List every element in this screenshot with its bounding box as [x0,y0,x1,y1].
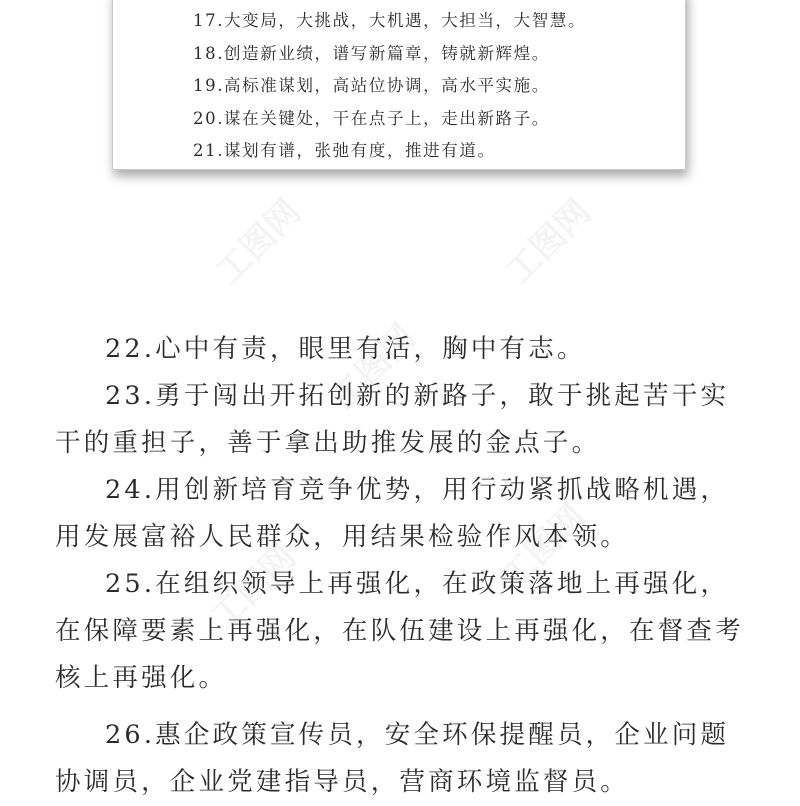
excerpt-card [112,0,686,170]
card-item-18: 18.创造新业绩，谱写新篇章，铸就新辉煌。 [193,43,550,63]
watermark-1 [203,186,310,293]
body-text [55,326,755,806]
paragraph-22: 22.心中有责，眼里有活，胸中有志。 [105,334,586,364]
watermark-2 [493,186,600,293]
paragraph-23: 23.勇于闯出开拓创新的新路子，敢于挑起苦干实干的重担子，善于拿出助推发展的金点子。 [55,381,730,458]
card-item-20: 20.谋在关键处，干在点子上，走出新路子。 [193,108,550,128]
card-item-19: 19.高标准谋划，高站位协调，高水平实施。 [193,76,550,95]
paragraph-26: 26.惠企政策宣传员，安全环保提醒员，企业问题协调员，企业党建指导员，营商环境监督员。 [55,720,730,797]
card-item-21: 21.谋划有谱，张弛有度，推进有道。 [193,141,496,160]
card-list [193,11,586,174]
paragraph-24: 24.用创新培育竞争优势，用行动紧抓战略机遇，用发展富裕人民群众，用结果检验作风本领。 [55,475,730,552]
paragraph-25: 25.在组织领导上再强化，在政策落地上再强化，在保障要素上再强化，在队伍建设上再强化，在督查考核上再强化。 [55,569,744,693]
card-item-17: 17.大变局，大挑战，大机遇，大担当，大智慧。 [193,11,587,30]
